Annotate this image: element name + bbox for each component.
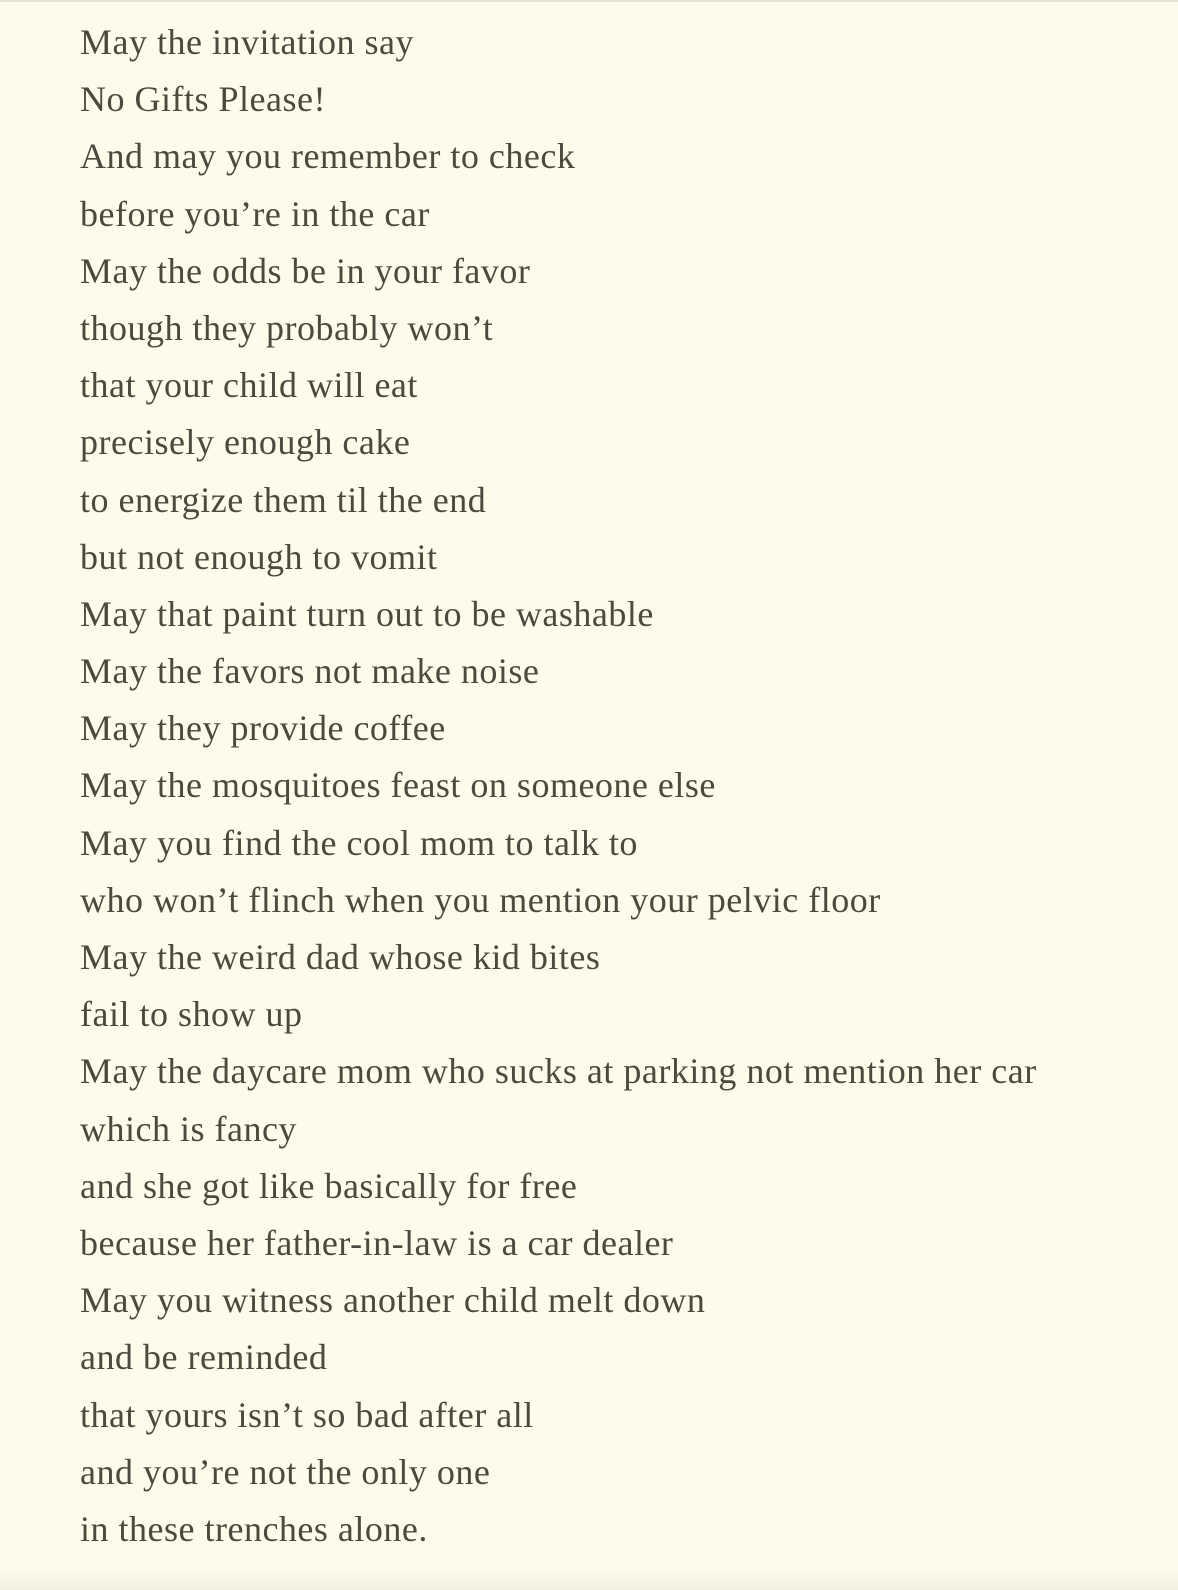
poem-line: in these trenches alone.	[80, 1508, 428, 1549]
poem-line: fail to show up	[80, 994, 303, 1035]
poem-line: May the mosquitoes feast on someone else	[80, 765, 716, 806]
poem-line: May the weird dad whose kid bites	[80, 937, 601, 977]
poem-line: and you’re not the only one	[80, 1451, 491, 1492]
poem-line: to energize them til the end	[80, 479, 487, 520]
poem-line: and be reminded	[80, 1337, 328, 1378]
poem-line: but not enough to vomit	[80, 536, 438, 577]
poem-line: and she got like basically for free	[80, 1165, 578, 1206]
poem-line: though they probably won’t	[80, 307, 494, 348]
poem-text	[80, 18, 1170, 1562]
poem-line: May that paint turn out to be washable	[80, 593, 654, 634]
poem-line: which is fancy	[80, 1108, 297, 1149]
poem-line: May the favors not make noise	[80, 651, 540, 692]
poem-line: May the odds be in your favor	[80, 250, 531, 291]
poem-line: before you’re in the car	[80, 193, 430, 234]
poem-line: And may you remember to check	[80, 136, 576, 177]
top-divider	[0, 0, 1178, 2]
poem-line: precisely enough cake	[80, 422, 411, 463]
poem-line: that yours isn’t so bad after all	[80, 1394, 534, 1435]
poem-line: May you witness another child melt down	[80, 1280, 706, 1321]
poem-line: May the invitation say	[80, 22, 414, 62]
poem-line: that your child will eat	[80, 365, 418, 406]
bottom-shadow	[0, 1568, 1178, 1590]
poem-line: because her father-in-law is a car dealer	[80, 1222, 674, 1263]
poem-line: May you find the cool mom to talk to	[80, 822, 638, 863]
poem-line: who won’t flinch when you mention your pelvic floor	[80, 879, 881, 920]
poem-line: May the daycare mom who sucks at parking not mention her car	[80, 1051, 1037, 1092]
poem-line: May they provide coffee	[80, 708, 446, 749]
poem-line: No Gifts Please!	[80, 79, 326, 120]
